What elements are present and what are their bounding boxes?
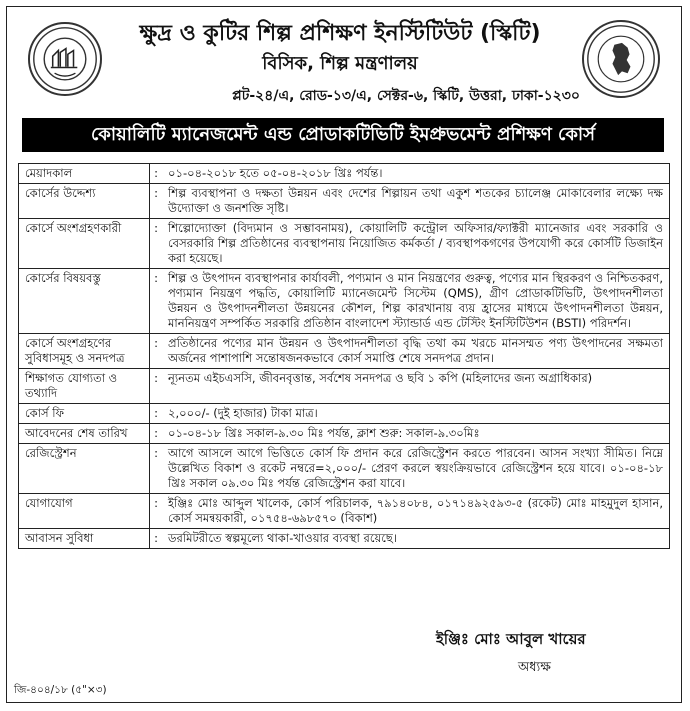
row-value: ০১-০৪-২০১৮ হতে ০৫-০৪-২০১৮ খ্রিঃ পর্যন্ত। [162, 164, 670, 184]
row-label: আবেদনের শেষ তারিখ [19, 424, 150, 444]
course-title-banner: কোয়ালিটি ম্যানেজমেন্ট এন্ড প্রোডাকটিভিটি ইমপ্রুভমেন্ট প্রশিক্ষণ কোর্স [22, 118, 664, 152]
row-label: যোগাযোগ [19, 494, 150, 529]
row-separator: : [150, 219, 163, 269]
row-value: আগে আসলে আগে ভিত্তিতে কোর্স ফি প্রদান করে রেজিস্ট্রেশন করতে পারবেন। আসন সংখ্যা সীমিত। নিম্নে উল্লেখিত বিকাশ ও রকেট নম্বরে=২,০০০/- প্রেরণ করলে স্বয়ংক্রিয়ভাবে রেজিস্ট্রেশন হয়ে যাবে। ০১-০৪-১৮ খ্রিঃ সকাল ০৯.৩০ মিঃ পর্যন্ত রেজিস্ট্রেশন করা যাবে। [162, 444, 670, 494]
course-info-table [18, 163, 670, 549]
row-separator: : [150, 529, 163, 549]
row-value: ন্যূনতম এইচএসসি, জীবনবৃত্তান্ত, সর্বশেষ সনদপত্র ও ছবি ১ কপি (মহিলাদের জন্য অগ্রাধিকার) [162, 369, 670, 404]
row-separator: : [150, 404, 163, 424]
table-row [19, 334, 670, 369]
reference-number: জি-৪০৪/১৮ (৫"×৩) [14, 684, 107, 696]
row-value: ২,০০০/- (দুই হাজার) টাকা মাত্র। [162, 404, 670, 424]
table-row [19, 269, 670, 334]
institute-title: ক্ষুদ্র ও কুটির শিল্প প্রশিক্ষণ ইনস্টিটিউট (স্কিটি) [139, 21, 541, 46]
row-label: কোর্সে অংশগ্রহণের সুবিধাসমূহ ও সনদপত্র [19, 334, 150, 369]
row-value: শিল্পোদ্যোক্তা (বিদ্যমান ও সম্ভাবনাময়), কোয়ালিটি কন্ট্রোল অফিসার/ফ্যাক্টরী ম্যানেজার এবং সরকারি ও বেসরকারি শিল্প প্রতিষ্ঠানের ব্যবস্থাপনায় নিয়োজিত কর্মকর্তা / ব্যবস্থাপকগণের উপযোগী করে কোর্সটি ডিজাইন করা হয়েছে। [162, 219, 670, 269]
table-row [19, 424, 670, 444]
row-label: কোর্স ফি [19, 404, 150, 424]
row-value: ০১-০৪-১৮ খ্রিঃ সকাল-৯.৩০ মিঃ পর্যন্ত, ক্লাশ শুরু: সকাল-৯.৩০মিঃ [162, 424, 670, 444]
row-separator: : [150, 164, 163, 184]
row-label: শিক্ষাগত যোগ্যতা ও তথ্যাদি [19, 369, 150, 404]
institute-address: প্লট-২৪/এ, রোড-১৩/এ, সেক্টর-৬, স্কিটি, উত্তরা, ঢাকা-১২৩০ [232, 88, 580, 104]
row-value: শিল্প ব্যবস্থাপনা ও দক্ষতা উন্নয়ন এবং দেশের শিল্পায়ন তথা একুশ শতকের চ্যালেঞ্জ মোকাবেলার লক্ষ্যে দক্ষ উদ্যোক্তা ও জনশক্তি সৃষ্টি। [162, 184, 670, 219]
row-value: প্রতিষ্ঠানের পণ্যের মান উন্নয়ন ও উৎপাদনশীলতা বৃদ্ধি তথা কম খরচে মানসম্মত পণ্য উৎপাদনের সক্ষমতা অর্জনের পাশাপাশি সন্তোষজনকভাবে কোর্স সমাপ্তি শেষে সনদপত্র প্রদান। [162, 334, 670, 369]
row-separator: : [150, 184, 163, 219]
row-label: কোর্সের বিষয়বস্তু [19, 269, 150, 334]
row-label: কোর্সের উদ্দেশ্য [19, 184, 150, 219]
row-separator: : [150, 369, 163, 404]
table-row [19, 529, 670, 549]
row-label: মেয়াদকাল [19, 164, 150, 184]
table-row [19, 494, 670, 529]
bangladesh-govt-seal-icon [582, 20, 660, 98]
row-separator: : [150, 424, 163, 444]
institute-subtitle: বিসিক, শিল্প মন্ত্রণালয় [262, 53, 418, 74]
table-row [19, 444, 670, 494]
table-row [19, 404, 670, 424]
row-label: আবাসন সুবিধা [19, 529, 150, 549]
table-row [19, 184, 670, 219]
bscic-logo-icon [28, 22, 102, 96]
row-separator: : [150, 444, 163, 494]
row-value: শিল্প ও উৎপাদন ব্যবস্থাপনার কার্যাবলী, পণ্যমান ও মান নিয়ন্ত্রণের গুরুত্ব, পণ্যের মান স্থিরকরণ ও নিশ্চিতকরণ, পণ্যমান নিয়ন্ত্রণ পদ্ধতি, কোয়ালিটি ম্যানেজমেন্ট সিস্টেম (QMS), গ্রীণ প্রোডাকটিভিটি, উৎপাদনশীলতা উন্নয়ন ও উৎপাদনশীলতা উন্নয়নের কৌশল, শিল্প কারখানায় ব্যয় হ্রাসের মাধ্যমে উৎপাদনশীলতা উন্নয়ন, মাননিয়ন্ত্রণ সম্পর্কিত সরকারি প্রতিষ্ঠান বাংলাদেশ স্ট্যান্ডার্ড এন্ড টেস্টিং ইনস্টিটিউশন (BSTI) পরিদর্শন। [162, 269, 670, 334]
row-separator: : [150, 269, 163, 334]
table-row [19, 164, 670, 184]
row-separator: : [150, 334, 163, 369]
signatory-title: অধ্যক্ষ [518, 660, 551, 675]
row-separator: : [150, 494, 163, 529]
row-label: কোর্সে অংশগ্রহণকারী [19, 219, 150, 269]
table-row [19, 219, 670, 269]
row-label: রেজিস্ট্রেশন [19, 444, 150, 494]
row-value: ইঞ্জিঃ মোঃ আব্দুল খালেক, কোর্স পরিচালক, ৭৯১৪০৮৪, ০১৭১৪৯২৫৯৩-৫ (রকেট) মোঃ মাহমুদুল হাসান, কোর্স সমন্বয়কারী, ০১৭৫৪-৬৯৮৫৭০ (বিকাশ) [162, 494, 670, 529]
signatory-name: ইঞ্জিঃ মোঃ আবুল খায়ের [436, 630, 586, 648]
table-row [19, 369, 670, 404]
row-value: ডরমিটরীতে স্বল্পমূল্যে থাকা-খাওয়ার ব্যবস্থা রয়েছে। [162, 529, 670, 549]
